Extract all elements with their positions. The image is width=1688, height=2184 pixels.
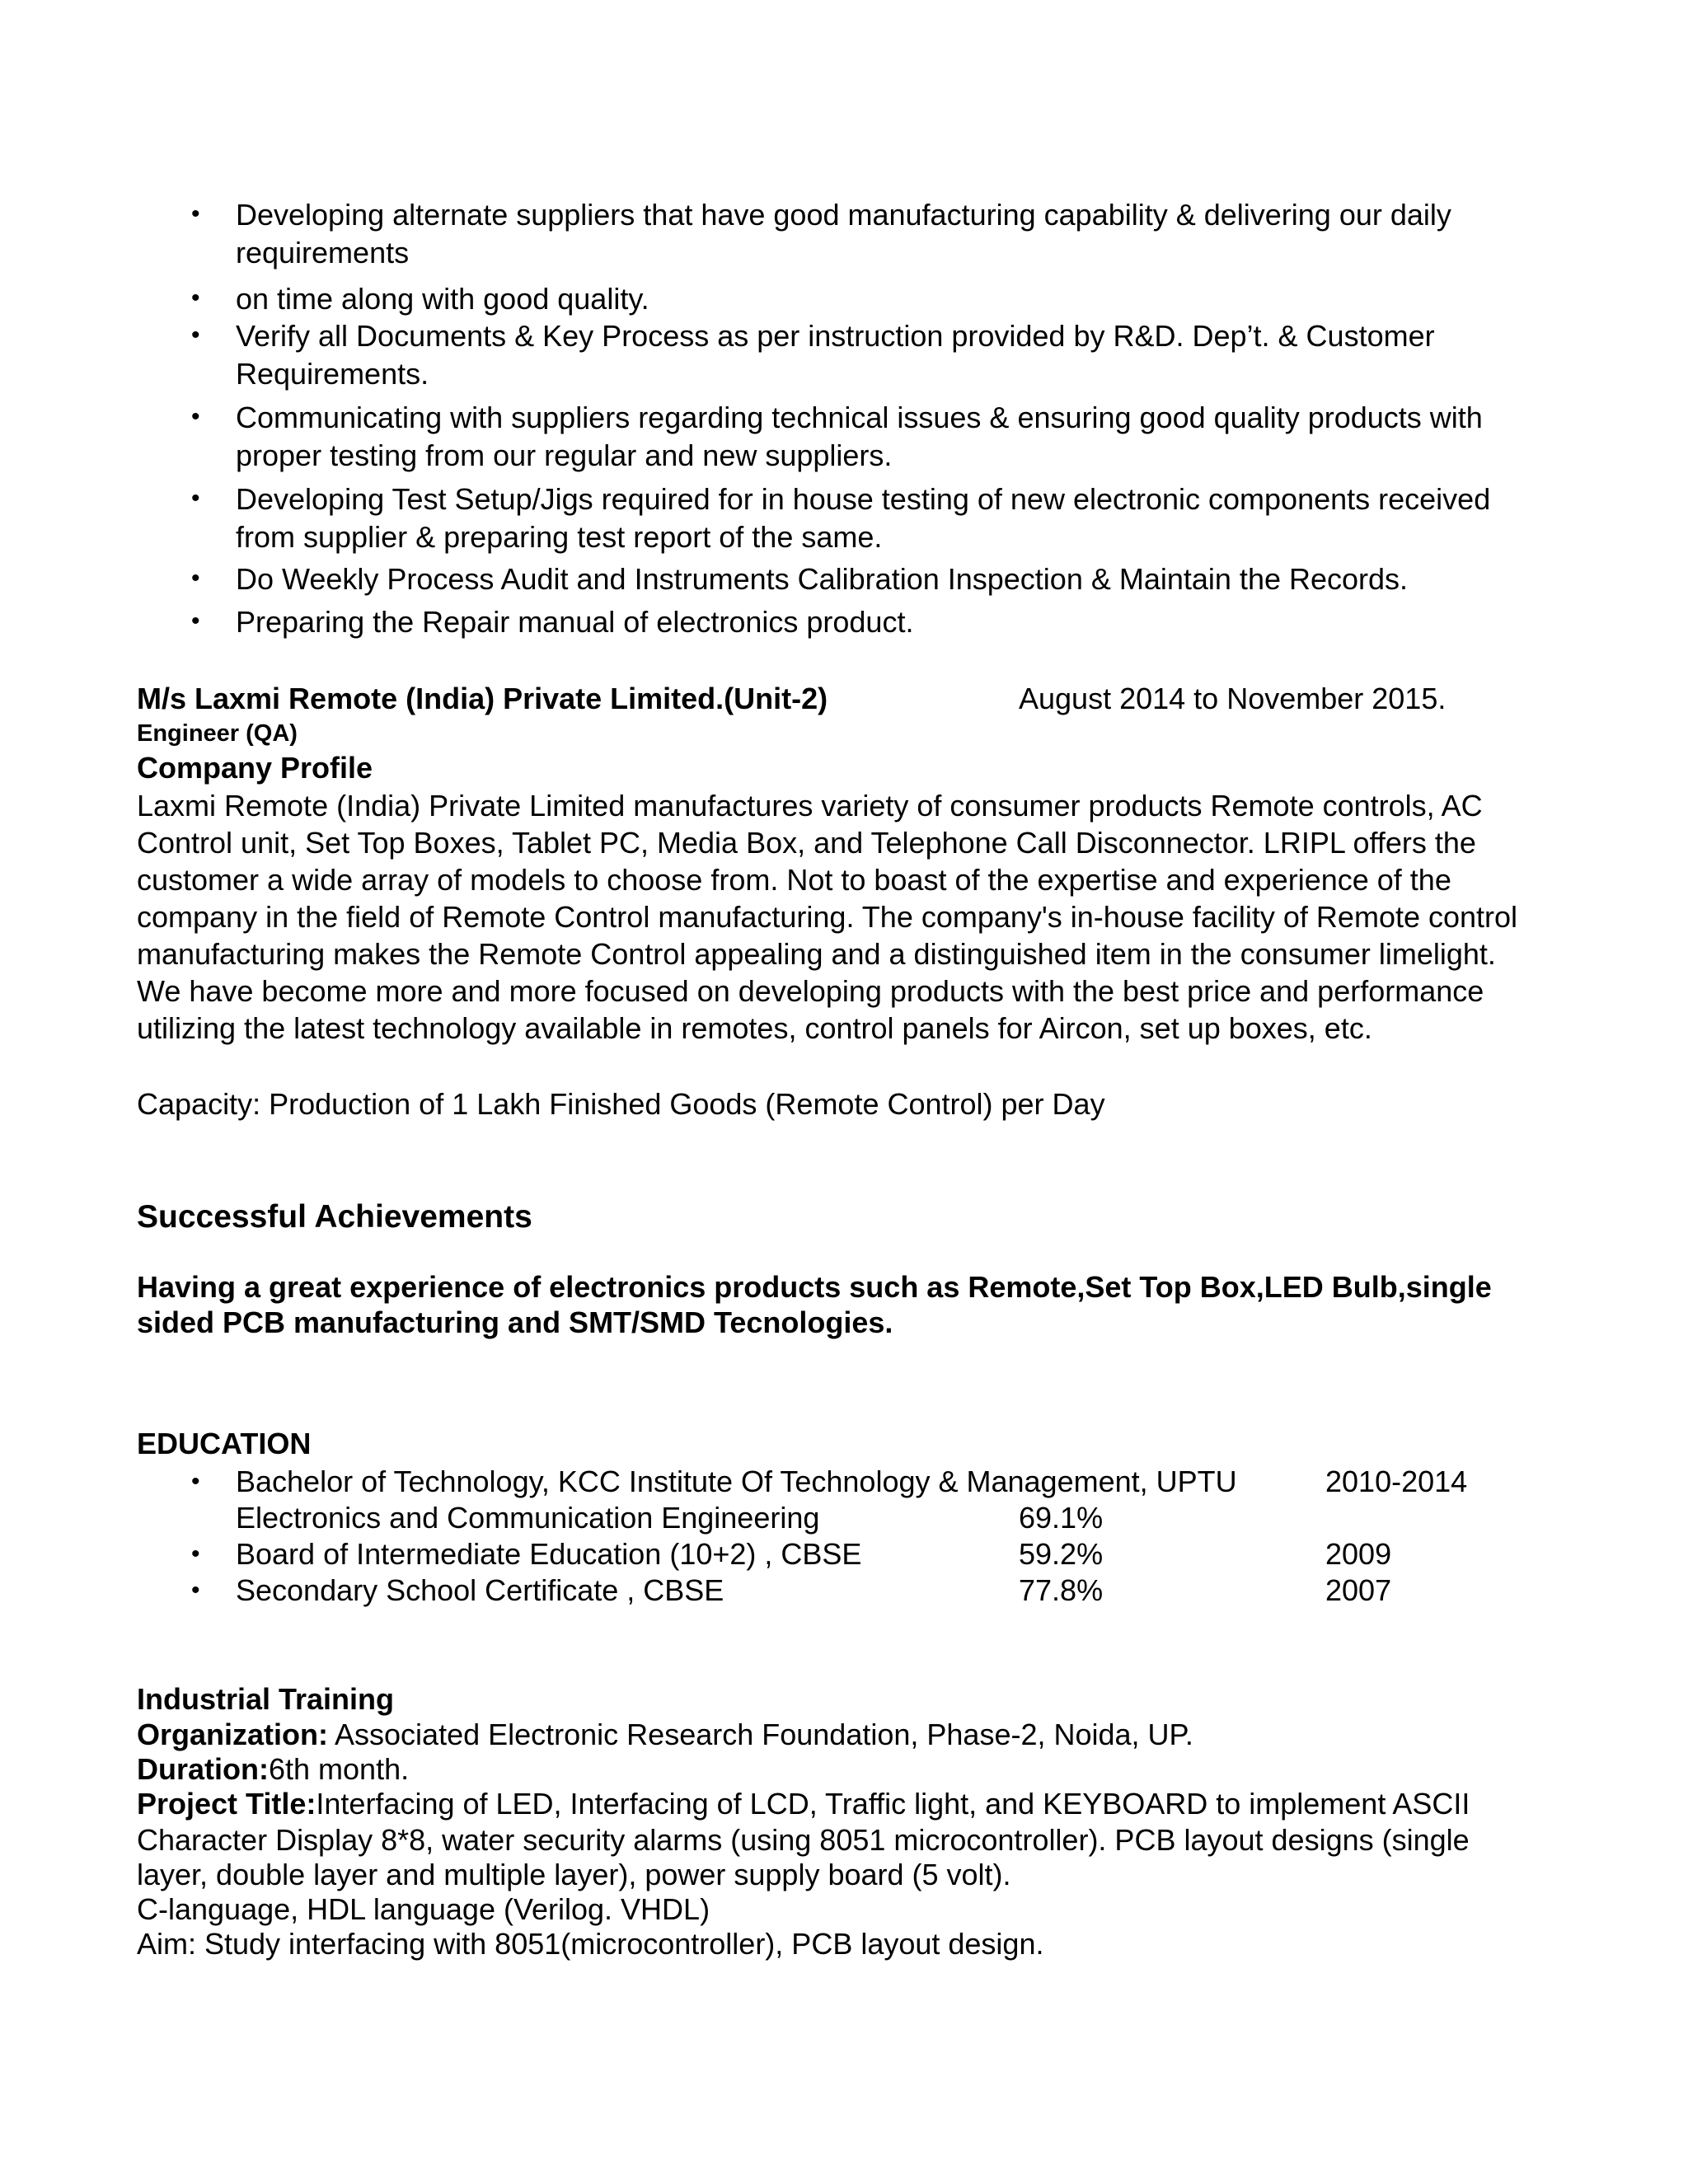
paragraph-line: Control unit, Set Top Boxes, Tablet PC, Media Box, and Telephone Call Disconnector. LRIPL offers the [137,826,1476,860]
list-item-line: Requirements. [236,357,429,391]
duration-label: Duration: [137,1752,269,1786]
paragraph-line: Laxmi Remote (India) Private Limited manufactures variety of consumer products Remote controls, AC [137,789,1483,823]
company-profile-text [137,787,1554,1047]
bullet-icon: • [191,1468,200,1495]
course-score: 77.8% [1019,1573,1104,1607]
paragraph-line: We have become more and more focused on developing products with the best price and performance [137,974,1484,1008]
bullet-icon: • [191,284,200,312]
course-year: 2009 [1325,1537,1392,1571]
training-languages: C-language, HDL language (Verilog. VHDL) [137,1892,710,1926]
course-name: Secondary School Certificate , CBSE [236,1573,724,1607]
bullet-icon: • [191,403,200,430]
bullet-icon: • [191,200,200,227]
table-row [0,1572,1688,1609]
course-name: Bachelor of Technology, KCC Institute Of Technology & Management, UPTU [236,1465,1237,1498]
company-name: M/s Laxmi Remote (India) Private Limited.(Unit-2) [137,682,828,715]
list-item-line: requirements [236,236,410,269]
achievements-heading: Successful Achievements [137,1199,532,1235]
duration-value: 6th month. [268,1752,410,1786]
training-heading: Industrial Training [137,1682,395,1716]
paragraph-line: Having a great experience of electronics products such as Remote,Set Top Box,LED Bulb,single [137,1270,1492,1304]
achievements-text [137,1269,1554,1340]
course-score: 59.2% [1019,1537,1104,1571]
list-item-line: Verify all Documents & Key Process as per instruction provided by R&D. Dep’t. & Customer [236,319,1435,353]
paragraph-line: manufacturing makes the Remote Control appealing and a distinguished item in the consumer limelight. [137,937,1496,971]
employment-dates: August 2014 to November 2015. [1019,682,1447,715]
course-score: 69.1% [1019,1501,1104,1535]
training-organization [137,1718,1193,1752]
list-item-line: Preparing the Repair manual of electronics product. [236,605,914,639]
course-name: Electronics and Communication Engineering [236,1501,820,1535]
project-value: Interfacing of LED, Interfacing of LCD, Traffic light, and KEYBOARD to implement ASCII [316,1787,1470,1821]
education-heading: EDUCATION [137,1427,312,1460]
project-label: Project Title: [137,1787,316,1821]
paragraph-line: sided PCB manufacturing and SMT/SMD Tecnologies. [137,1305,893,1339]
project-description-line: Character Display 8*8, water security alarms (using 8051 microcontroller). PCB layout designs (single [137,1823,1470,1857]
course-year: 2007 [1325,1573,1392,1607]
list-item-line: Developing Test Setup/Jigs required for in house testing of new electronic components received [236,482,1491,516]
course-name: Board of Intermediate Education (10+2) , CBSE [236,1537,862,1571]
job-role: Engineer (QA) [137,720,298,747]
bullet-icon: • [191,1540,200,1568]
table-row [0,1500,1688,1536]
table-row [0,1464,1688,1500]
list-item-line: from supplier & preparing test report of the same. [236,520,883,554]
paragraph-line: customer a wide array of models to choose from. Not to boast of the expertise and experience of the [137,863,1451,897]
capacity-text: Capacity: Production of 1 Lakh Finished Goods (Remote Control) per Day [137,1087,1105,1121]
company-profile-heading: Company Profile [137,751,373,785]
project-description-line: layer, double layer and multiple layer), power supply board (5 volt). [137,1858,1011,1891]
training-duration [137,1752,409,1787]
list-item-line: Do Weekly Process Audit and Instruments Calibration Inspection & Maintain the Records. [236,562,1409,596]
list-item-line: Communicating with suppliers regarding technical issues & ensuring good quality products with [236,401,1483,434]
paragraph-line: company in the field of Remote Control manufacturing. The company's in-house facility of Remote control [137,900,1518,934]
bullet-icon: • [191,485,200,512]
organization-value: Associated Electronic Research Foundation, Phase-2, Noida, UP. [328,1718,1193,1751]
bullet-icon: • [191,565,200,592]
paragraph-line: utilizing the latest technology available in remotes, control panels for Aircon, set up boxes, etc. [137,1011,1372,1045]
table-row [0,1536,1688,1572]
bullet-icon: • [191,1577,200,1604]
course-year: 2010-2014 [1325,1465,1468,1498]
bullet-icon: • [191,607,200,635]
organization-label: Organization: [137,1718,328,1751]
training-project [137,1787,1470,1821]
list-item-line: Developing alternate suppliers that have good manufacturing capability & delivering our daily [236,198,1451,232]
training-aim: Aim: Study interfacing with 8051(microcontroller), PCB layout design. [137,1927,1044,1961]
bullet-icon: • [191,321,200,349]
list-item-line: proper testing from our regular and new suppliers. [236,438,893,472]
list-item-line: on time along with good quality. [236,282,649,316]
